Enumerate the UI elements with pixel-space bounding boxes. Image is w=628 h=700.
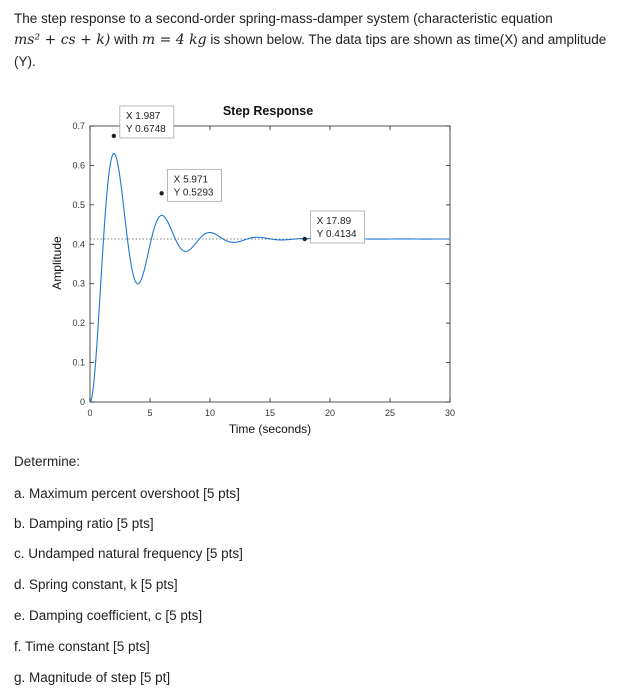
datatip-x-label: X 1.987 [125, 110, 161, 122]
y-tick-label: 0.3 [72, 278, 85, 289]
datatip-y-label: Y 0.5293 [173, 187, 214, 199]
datatip-marker [112, 134, 116, 138]
y-tick-label: 0 [79, 397, 85, 407]
question-e: e. Damping coefficient, c [5 pts] [14, 608, 203, 623]
intro-text-c: (Y). [14, 54, 36, 69]
x-tick-label: 5 [147, 408, 153, 418]
x-tick-label: 10 [204, 408, 216, 418]
datatip [168, 169, 222, 201]
intro-text-b: is shown below. The data tips are shown as time(X) and amplitude [210, 32, 607, 47]
y-axis-label: Amplitude [50, 236, 64, 290]
y-tick-label: 0.4 [72, 239, 85, 250]
x-tick-label: 30 [444, 408, 456, 418]
y-tick-label: 0.6 [72, 160, 85, 171]
question-c: c. Undamped natural frequency [5 pts] [14, 546, 243, 561]
datatip [311, 211, 365, 243]
datatip-y-label: Y 0.4134 [316, 229, 357, 241]
x-tick-label: 25 [384, 408, 396, 418]
question-f: f. Time constant [5 pts] [14, 639, 150, 654]
datatip-x-label: X 5.971 [173, 174, 209, 186]
question-b: b. Damping ratio [5 pts] [14, 516, 154, 531]
x-tick-label: 0 [87, 408, 93, 418]
intro-text-a: The step response to a second-order spring-mass-damper system (characteristic equation [14, 11, 553, 26]
y-tick-label: 0.2 [72, 318, 85, 329]
y-tick-label: 0.7 [72, 121, 85, 131]
chart-title: Step Response [222, 104, 314, 118]
datatip [120, 106, 174, 138]
x-axis-label: Time (seconds) [228, 422, 312, 436]
intro-with: with [114, 32, 139, 47]
determine-heading: Determine: [14, 454, 81, 469]
characteristic-equation: ms² + cs + k) [14, 32, 111, 48]
mass-value: m = 4 kg [141, 32, 207, 48]
y-tick-label: 0.1 [72, 357, 85, 368]
question-d: d. Spring constant, k [5 pts] [14, 577, 178, 592]
question-g: g. Magnitude of step [5 pt] [14, 670, 171, 685]
y-tick-label: 0.5 [72, 199, 85, 210]
datatip-x-label: X 17.89 [316, 216, 352, 228]
question-a: a. Maximum percent overshoot [5 pts] [14, 486, 240, 501]
datatip-y-label: Y 0.6748 [125, 123, 166, 135]
datatip-marker [159, 191, 163, 195]
datatip-marker [302, 237, 306, 241]
x-tick-label: 20 [324, 408, 336, 418]
x-tick-label: 15 [264, 408, 276, 418]
plot-area [90, 123, 450, 402]
